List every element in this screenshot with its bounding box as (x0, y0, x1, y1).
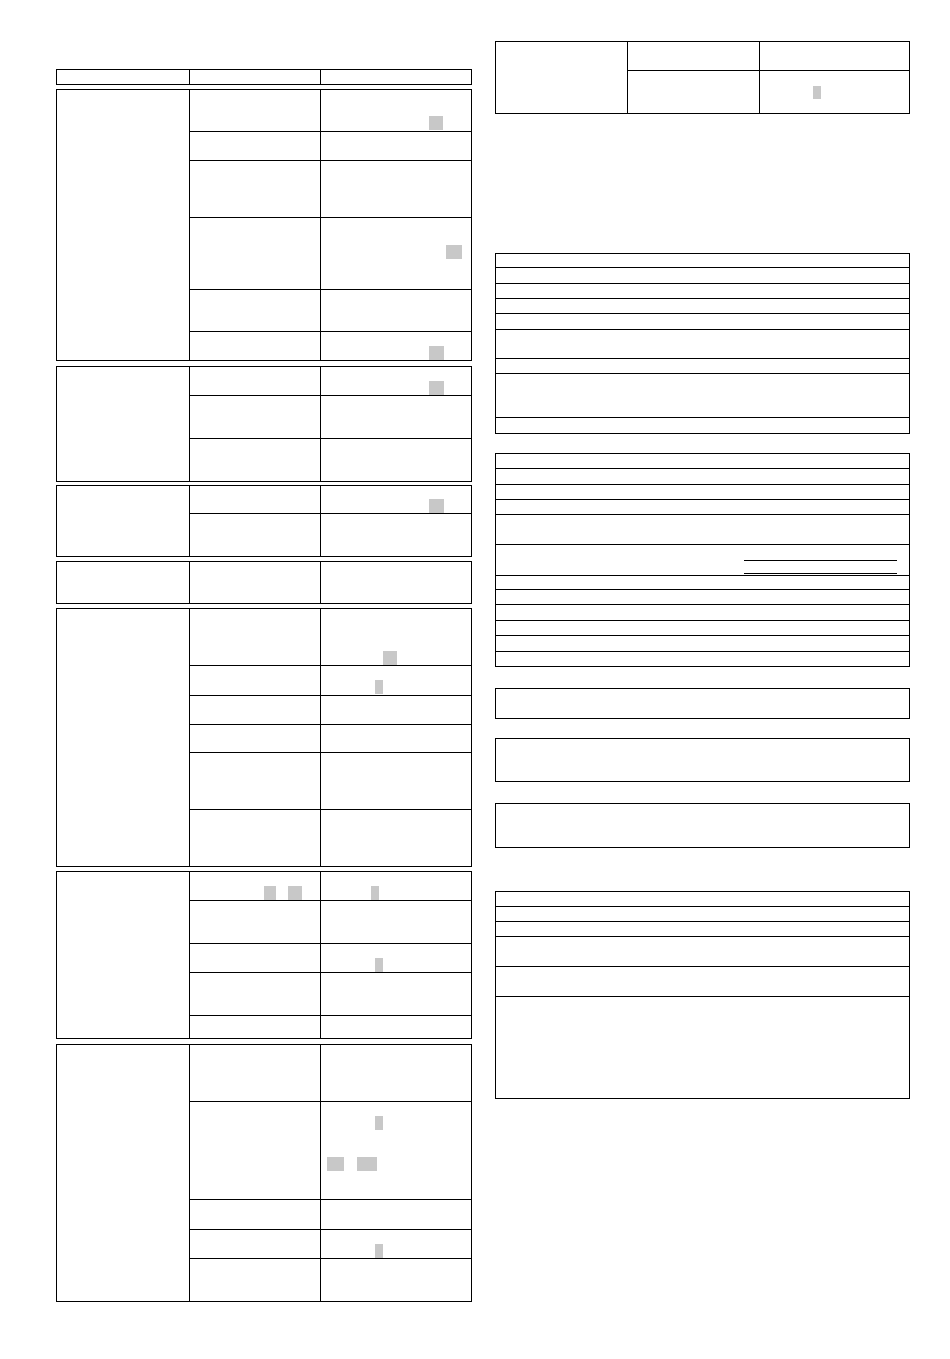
row-divider (495, 589, 910, 590)
row-divider (189, 665, 472, 666)
column-divider (320, 89, 321, 361)
row-divider (495, 906, 910, 907)
highlight-mark (371, 886, 379, 900)
highlight-mark (813, 86, 821, 99)
row-divider (495, 966, 910, 967)
column-divider (320, 1044, 321, 1302)
highlight-mark (383, 651, 397, 665)
row-divider (495, 298, 910, 299)
column-divider (189, 608, 190, 867)
row-divider (189, 289, 472, 290)
underline (744, 573, 897, 574)
row-divider (495, 283, 910, 284)
row-divider (495, 936, 910, 937)
highlight-mark (327, 1157, 344, 1171)
highlight-mark (288, 886, 302, 900)
row-divider (189, 695, 472, 696)
table-frame (495, 41, 910, 114)
row-divider (189, 752, 472, 753)
row-divider (495, 921, 910, 922)
row-divider (495, 996, 910, 997)
row-divider (495, 484, 910, 485)
column-divider (189, 366, 190, 482)
column-divider (320, 561, 321, 604)
row-divider (189, 395, 472, 396)
table-group (56, 608, 472, 867)
highlight-mark (446, 245, 462, 259)
column-divider (627, 41, 628, 114)
table-group (56, 1044, 472, 1302)
row-divider (189, 513, 472, 514)
table-frame (495, 891, 910, 1099)
row-divider (189, 160, 472, 161)
column-divider (189, 69, 190, 85)
highlight-mark (375, 1116, 383, 1130)
highlight-mark (375, 1244, 383, 1258)
column-divider (189, 1044, 190, 1302)
highlight-mark (429, 116, 443, 130)
column-divider (189, 485, 190, 557)
row-divider (495, 373, 910, 374)
row-divider (627, 70, 910, 71)
row-divider (495, 468, 910, 469)
row-divider (189, 217, 472, 218)
highlight-mark (429, 346, 444, 360)
row-divider (495, 267, 910, 268)
column-divider (320, 871, 321, 1039)
table-frame (495, 253, 910, 434)
highlight-mark (429, 381, 444, 395)
table-group (56, 561, 472, 604)
highlight-mark (264, 886, 276, 900)
row-divider (189, 131, 472, 132)
column-divider (189, 561, 190, 604)
column-divider (320, 608, 321, 867)
underline (744, 560, 897, 561)
text-box (495, 688, 910, 719)
highlight-mark (375, 680, 383, 694)
row-divider (189, 972, 472, 973)
row-divider (189, 943, 472, 944)
row-divider (495, 635, 910, 636)
table-group (56, 89, 472, 361)
row-divider (495, 329, 910, 330)
row-divider (495, 499, 910, 500)
row-divider (189, 1199, 472, 1200)
row-divider (189, 1015, 472, 1016)
row-divider (495, 514, 910, 515)
table-group (56, 366, 472, 482)
row-divider (495, 544, 910, 545)
row-divider (189, 1101, 472, 1102)
row-divider (495, 417, 910, 418)
text-box (495, 803, 910, 848)
column-divider (320, 485, 321, 557)
column-divider (320, 366, 321, 482)
row-divider (495, 651, 910, 652)
row-divider (189, 331, 472, 332)
highlight-mark (357, 1157, 377, 1171)
row-divider (495, 620, 910, 621)
text-box (495, 738, 910, 782)
row-divider (189, 724, 472, 725)
row-divider (189, 809, 472, 810)
row-divider (495, 358, 910, 359)
row-divider (189, 900, 472, 901)
row-divider (189, 438, 472, 439)
column-divider (189, 89, 190, 361)
table-header (56, 69, 472, 85)
row-divider (495, 575, 910, 576)
row-divider (189, 1229, 472, 1230)
column-divider (189, 871, 190, 1039)
row-divider (495, 604, 910, 605)
row-divider (189, 1258, 472, 1259)
column-divider (320, 69, 321, 85)
highlight-mark (429, 499, 444, 513)
highlight-mark (375, 958, 383, 972)
row-divider (495, 313, 910, 314)
table-group (56, 485, 472, 557)
column-divider (759, 41, 760, 114)
